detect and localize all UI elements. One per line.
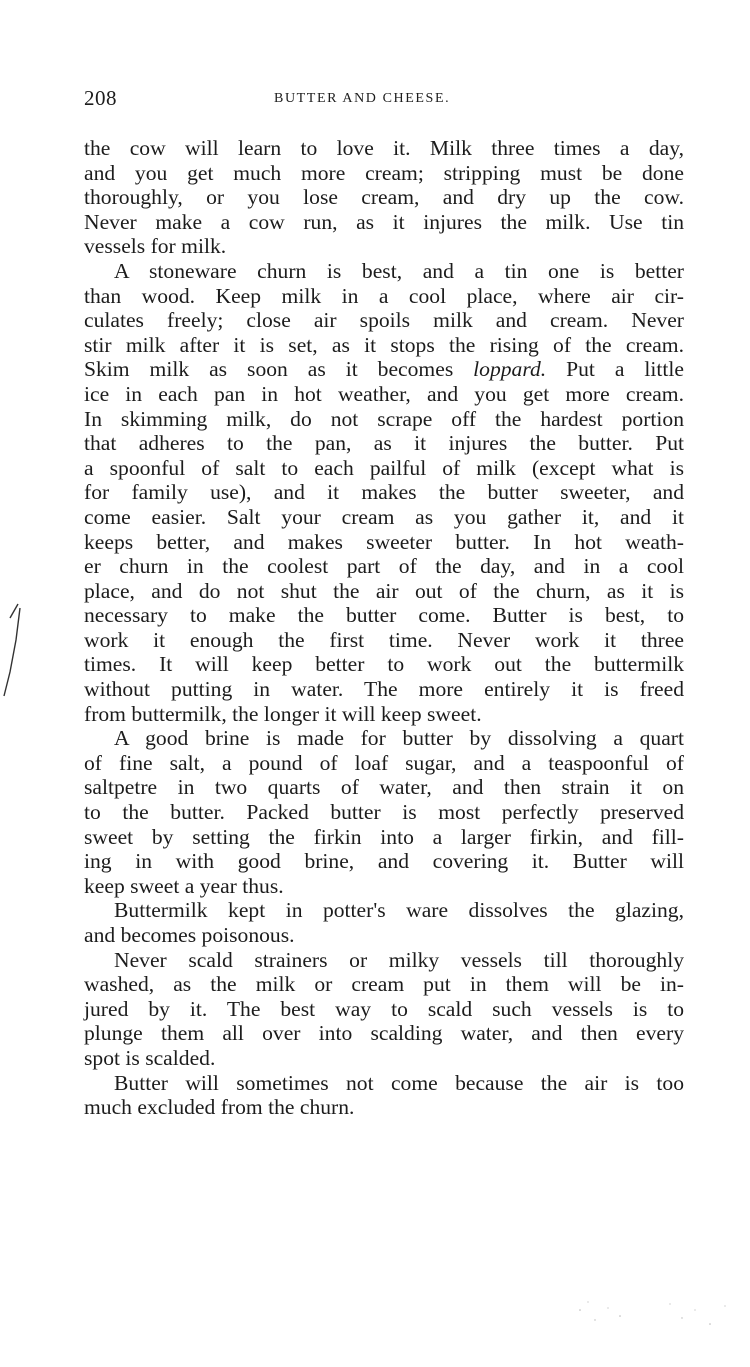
paragraph [84,1071,684,1120]
text-line: A stoneware churn is best, and a tin one is better [114,258,684,283]
text-line: work it enough the first time. Never work it three [84,627,684,652]
paragraph [84,948,684,1071]
text-line: keep sweet a year thus. [84,873,284,898]
text-line: much excluded from the churn. [84,1095,355,1120]
margin-pencil-mark [0,600,24,700]
text-line: vessels for milk. [84,234,227,259]
text-line: A good brine is made for butter by dissolving a quart [114,726,684,751]
text-line: thoroughly, or you lose cream, and dry up the cow. [84,185,684,210]
text-line: the cow will learn to love it. Milk three times a day, [84,136,684,160]
text-line: jured by it. The best way to scald such vessels is to [84,996,684,1021]
text-line: Skim milk as soon as it becomes loppard. Put a little [84,357,684,382]
text-line: and becomes poisonous. [84,923,295,947]
text-line: keeps better, and makes sweeter butter. In hot weath- [84,529,684,554]
text-line: plunge them all over into scalding water, and then every [84,1021,684,1046]
text-line: and you get much more cream; stripping must be done [84,160,684,185]
body-text [84,136,684,1120]
text-line: to the butter. Packed butter is most perfectly preserved [84,800,684,825]
text-line: washed, as the milk or cream put in them will be in- [84,972,684,997]
paragraph [84,259,684,726]
text-line: necessary to make the butter come. Butter is best, to [84,603,684,628]
page-header [84,86,684,114]
text-line: place, and do not shut the air out of the churn, as it is [84,578,684,603]
text-line: ice in each pan in hot weather, and you get more cream. [84,381,684,406]
text-line: times. It will keep better to work out the buttermilk [84,652,684,677]
text-line: spot is scalded. [84,1045,216,1070]
text-line: sweet by setting the firkin into a larger firkin, and fill- [84,824,684,849]
text-line: Butter will sometimes not come because the air is too [114,1070,684,1095]
text-line: than wood. Keep milk in a cool place, where air cir- [84,283,684,308]
text-line: In skimming milk, do not scrape off the hardest portion [84,406,684,431]
text-line: without putting in water. The more entirely it is freed [84,677,684,702]
italic-word: loppard. [473,357,547,382]
text-line: ing in with good brine, and covering it. Butter will [84,849,684,874]
running-head: BUTTER AND CHEESE. [274,91,451,106]
paragraph [84,726,684,898]
text-line: Buttermilk kept in potter's ware dissolves the glazing, [114,898,684,923]
text-line: a spoonful of salt to each pailful of milk (except what is [84,455,684,480]
text-line: of fine salt, a pound of loaf sugar, and a teaspoonful of [84,750,684,775]
paper-specks [560,1280,740,1340]
text-line: er churn in the coolest part of the day, and in a cool [84,554,684,579]
text-line: Never make a cow run, as it injures the milk. Use tin [84,209,684,234]
text-line: come easier. Salt your cream as you gather it, and it [84,504,684,529]
paragraph [84,898,684,947]
text-line: stir milk after it is set, as it stops the rising of the cream. [84,332,684,357]
text-line: culates freely; close air spoils milk and cream. Never [84,308,684,333]
text-line: saltpetre in two quarts of water, and then strain it on [84,775,684,800]
paragraph [84,136,684,259]
text-line: from buttermilk, the longer it will keep sweet. [84,701,482,726]
text-line: for family use), and it makes the butter sweeter, and [84,480,684,505]
text-line: that adheres to the pan, as it injures the butter. Put [84,431,684,456]
text-line: Never scald strainers or milky vessels till thoroughly [114,947,684,972]
page-number: 208 [84,86,117,110]
